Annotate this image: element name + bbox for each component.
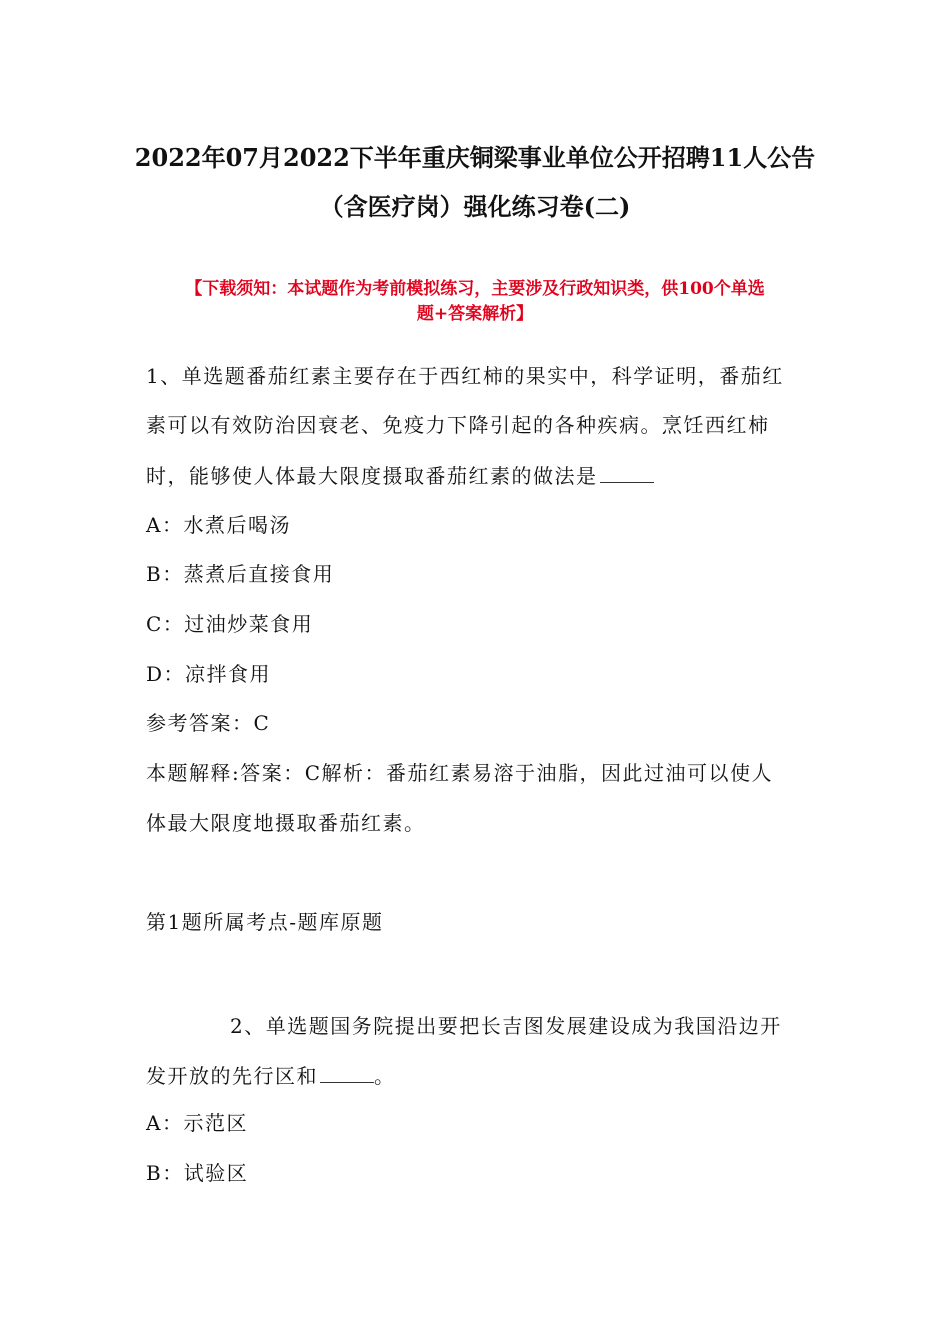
q1-option-c: C：过油炒菜食用 — [146, 612, 314, 636]
q2-option-b: B：试验区 — [146, 1161, 249, 1185]
q2-text-line2-content: 发开放的先行区和 — [146, 1064, 318, 1088]
document-title-line1: 2022年07月2022下半年重庆铜梁事业单位公开招聘11人公告 — [134, 143, 816, 172]
download-notice-line1: 【下载须知：本试题作为考前模拟练习，主要涉及行政知识类，供100个单选 — [185, 279, 765, 299]
q2-option-a: A：示范区 — [146, 1111, 248, 1135]
answer-blank — [320, 1062, 374, 1083]
download-notice-line2: 题+答案解析】 — [416, 304, 534, 324]
q2-text-line2-end: 。 — [374, 1064, 396, 1088]
q2-text-line2 — [146, 1062, 396, 1089]
answer-blank — [600, 462, 654, 483]
document-title-line2: （含医疗岗）强化练习卷(二) — [319, 192, 631, 221]
q2-text-line1: 2、单选题国务院提出要把长吉图发展建设成为我国沿边开 — [230, 1014, 782, 1038]
q1-option-a: A：水煮后喝汤 — [146, 513, 291, 537]
q1-explanation-line1: 本题解释:答案：C解析：番茄红素易溶于油脂，因此过油可以使人 — [146, 761, 774, 785]
q1-text-line3-content: 时，能够使人体最大限度摄取番茄红素的做法是 — [146, 464, 598, 488]
q1-option-b: B：蒸煮后直接食用 — [146, 562, 335, 586]
q1-text-line1: 1、单选题番茄红素主要存在于西红柿的果实中，科学证明，番茄红 — [146, 364, 784, 388]
q1-text-line3 — [146, 462, 654, 489]
q1-explanation-line2: 体最大限度地摄取番茄红素。 — [146, 811, 426, 835]
q1-topic: 第1题所属考点-题库原题 — [146, 910, 384, 934]
q1-answer: 参考答案：C — [146, 711, 271, 735]
q1-option-d: D：凉拌食用 — [146, 662, 272, 686]
q1-text-line2: 素可以有效防治因衰老、免疫力下降引起的各种疾病。烹饪西红柿 — [146, 413, 770, 437]
